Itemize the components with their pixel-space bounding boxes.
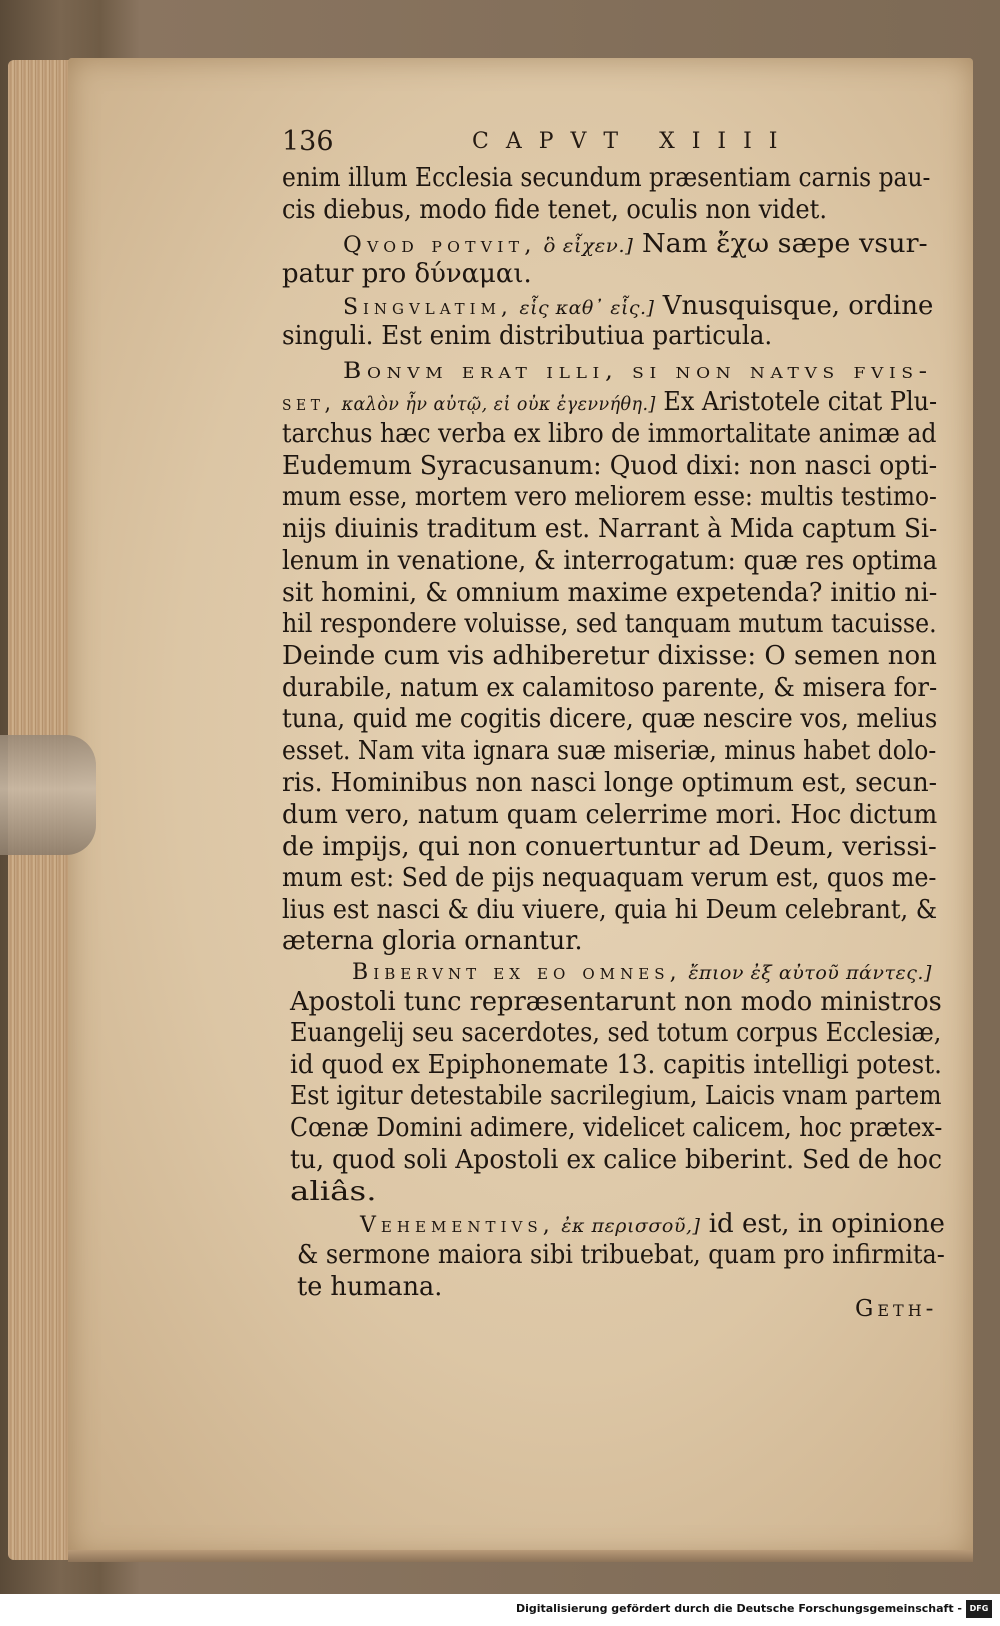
text-line [282,703,937,735]
text-line [360,1208,945,1242]
text-line [282,672,937,704]
line-text: Apostoli tunc repræsentarunt non modo ministros [290,987,942,1017]
text-line [290,1112,942,1144]
greek-lemma: εἷς καθ᾽ εἷς.] [512,297,655,319]
line-text: lenum in venatione, & interrogatum: quæ res optima [282,546,938,576]
text-line [282,831,937,863]
greek-lemma: ἔπιον ἐξ αὐτοῦ πάντες.] [681,962,932,984]
text-line [282,320,772,352]
line-text: hil respondere voluisse, sed tanquam mutum tacuisse. [282,609,937,639]
text-line [282,513,937,545]
line-text: Euangelij seu sacerdotes, sed totum corpus Ecclesiæ, [290,1018,942,1048]
line-text: dum vero, natum quam celerrime mori. Hoc dictum [282,800,938,830]
line-text: id quod ex Epiphonemate 13. capitis intelligi potest. [290,1050,942,1080]
text-line [290,1144,942,1176]
line-text: ris. Hominibus non nasci longe optimum est, secun- [282,768,938,798]
text-line [290,986,942,1018]
catchword: Geth- [855,1296,938,1322]
line-text: Deinde cum vis adhiberetur dixisse: O semen non [282,641,937,671]
line-text: Cœnæ Domini adimere, videlicet calicem, hoc prætex- [290,1113,943,1143]
line-text: mum est: Sed de pijs nequaquam verum est, quos me- [282,863,937,893]
line-text: Est igitur detestabile sacrilegium, Laicis vnam partem [290,1081,942,1111]
line-text: Ex Aristotele citat Plu- [655,387,938,417]
text-line [282,925,583,957]
line-text: patur pro δύναμαι. [282,259,532,289]
line-text: & sermone maiora sibi tribuebat, quam pro infirmita- [297,1240,945,1270]
line-text: enim illum Ecclesia secundum præsentiam carnis pau- [282,163,931,193]
greek-lemma: ἐκ περισσοῦ,] [554,1215,701,1237]
lemma-heading: Bibervnt ex eo omnes, [352,960,682,985]
running-head: CAPVT XIIII [472,129,795,154]
text-line [282,608,937,640]
footer-credit: Digitalisierung gefördert durch die Deutsche Forschungsgemeinschaft - [515,1602,962,1615]
lemma-heading: set, [282,391,336,416]
text-line [343,354,933,388]
line-text: de impijs, qui non conuertuntur ad Deum, verissi- [282,832,937,862]
text-line [282,194,827,226]
line-text: id est, in opinione [700,1209,945,1239]
text-line [282,450,937,482]
line-text: æterna gloria ornantur. [282,926,583,956]
line-text: tarchus hæc verba ex libro de immortalitate animæ ad [282,419,937,449]
lemma-heading: Qvod potvit, [343,233,537,258]
text-line [282,545,937,577]
text-line [297,1239,945,1271]
text-line [352,955,932,989]
lemma-heading: Vehementivs, [360,1213,555,1238]
line-text: tu, quod soli Apostoli ex calice biberint. Sed de hoc [290,1145,942,1175]
line-text: durabile, natum ex calamitoso parente, & misera for- [282,673,938,703]
page-number: 136 [282,126,334,157]
line-text: cis diebus, modo fide tenet, oculis non videt. [282,195,827,225]
line-text: Eudemum Syracusanum: Quod dixi: non nasci opti- [282,451,938,481]
text-line [290,1176,377,1208]
dfg-logo: DFG [966,1600,992,1618]
line-text: sit homini, & omnium maxime expetenda? initio ni- [282,578,938,608]
text-line [290,1017,941,1049]
line-text: aliâs. [290,1177,377,1207]
text-line [282,418,936,450]
text-line [282,258,532,290]
page-header [282,124,942,160]
lemma-heading: Bonvm erat illi, si non natvs fvis- [343,359,933,384]
line-text: nijs diuinis traditum est. Narrant à Mida captum Si- [282,514,938,544]
text-line [282,577,937,609]
text-line [282,799,937,831]
text-line [282,386,937,420]
line-text: Vnusquisque, ordine [654,291,934,321]
text-line [282,862,936,894]
text-line [282,640,937,672]
line-text: tuna, quid me cogitis dicere, quæ nescire vos, melius [282,704,938,734]
line-text: esset. Nam vita ignara suæ miseriæ, minus habet dolo- [282,736,937,766]
line-text: mum esse, mortem vero meliorem esse: multis testimo- [282,482,937,512]
text-line [343,228,928,262]
text-line [343,290,933,324]
greek-lemma: ὃ εἶχεν.] [536,235,634,257]
book-page-bottom-edge [68,1550,973,1562]
line-text: singuli. Est enim distributiua particula. [282,321,773,351]
text-line [290,1080,942,1112]
line-text: lius est nasci & diu viuere, quia hi Deum celebrant, & [282,895,938,925]
greek-lemma: καλὸν ἦν αὐτῷ, εἰ οὐκ ἐγεννήθη.] [335,393,656,415]
text-line [290,1049,942,1081]
text-line [297,1271,442,1303]
text-line [282,481,937,513]
line-text: Nam ἔχω sæpe vsur- [633,229,928,259]
text-line [282,735,936,767]
line-text: te humana. [297,1272,443,1302]
page-clip [0,735,96,855]
text-line [282,767,937,799]
text-line [282,162,930,194]
lemma-heading: Singvlatim, [343,295,513,320]
text-line [282,894,937,926]
